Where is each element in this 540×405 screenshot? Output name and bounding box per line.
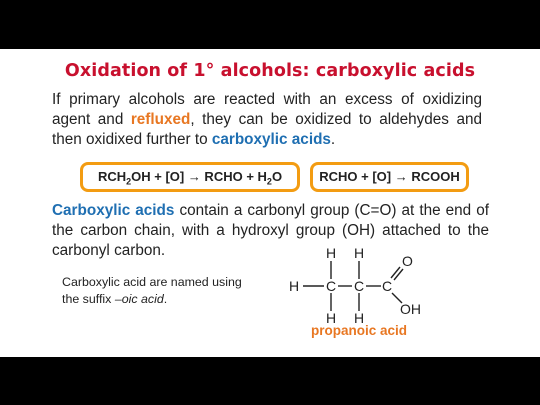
equation-aldehyde-oxidation: RCHO + [O] → RCOOH	[310, 162, 469, 192]
intro-text-1: If primary alcohols are reacted with an excess of oxidizing agent and	[52, 91, 482, 128]
carboxylic-highlight: Carboxylic acids	[52, 202, 175, 219]
atom-oh: OH	[400, 301, 421, 317]
naming-note: Carboxylic acid are named using the suffix –oic acid.	[62, 275, 242, 306]
intro-text-3: .	[330, 131, 336, 148]
atom-h-2: H	[354, 245, 365, 261]
carboxylic-description-text: contain a carbonyl group (C=O) at the end of the carbon chain, with a hydroxyl group (OH) attached to the carbonyl carbon.	[52, 202, 489, 259]
intro-text-2: , they can be oxidized to aldehydes and then oxidixed further to	[52, 111, 482, 148]
atom-h-1: H	[326, 245, 337, 261]
slide	[0, 49, 540, 357]
atom-h-4: H	[326, 310, 337, 326]
atom-o: O	[402, 253, 413, 269]
molecule-name: propanoic acid	[311, 323, 408, 338]
atom-c-1: C	[326, 278, 337, 294]
atom-h-3: H	[289, 278, 300, 294]
slide-title: Oxidation of 1° alcohols: carboxylic acids	[64, 61, 476, 81]
intro-highlight-refluxed: refluxed	[130, 111, 191, 128]
equation-alcohol-oxidation: $RCH_2OH + [O]$ → RCHO + $H_2O$	[80, 162, 300, 192]
intro-paragraph	[52, 90, 482, 150]
atom-c-2: C	[354, 278, 365, 294]
intro-highlight-carboxylic: carboxylic acids	[211, 131, 331, 148]
atom-h-5: H	[354, 310, 365, 326]
atom-c-3: C	[382, 278, 393, 294]
suffix-text: –oic acid	[114, 292, 164, 306]
